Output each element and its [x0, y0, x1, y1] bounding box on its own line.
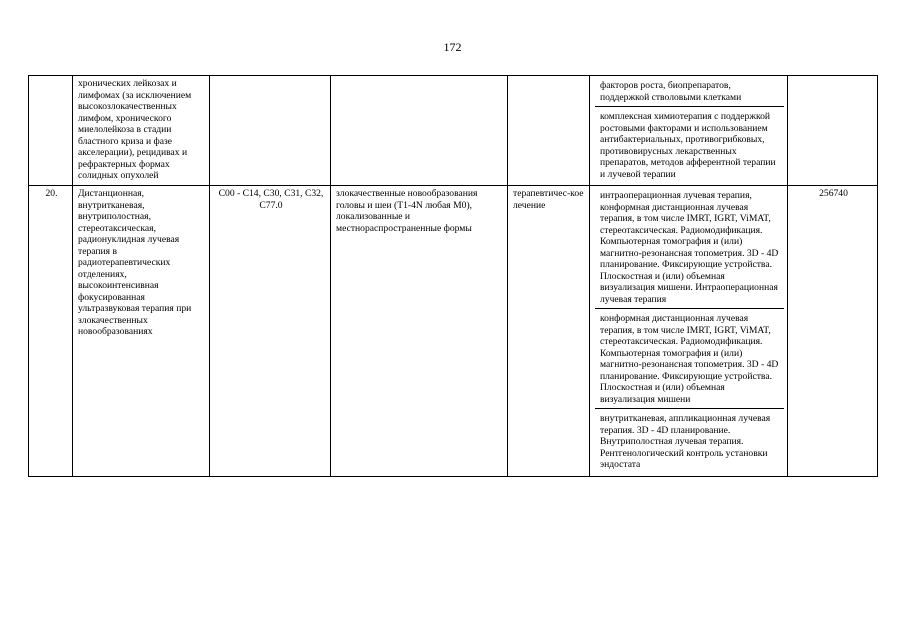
method-item: комплексная химиотерапия с поддержкой ростовыми факторами и использованием антибактериальных, противогрибковых, противовирусных лекарственных препаратов, методов афферентной терапии и лучевой терапии [595, 106, 784, 183]
cell-icd-codes: C00 - C14, C30, C31, C32, C77.0 [210, 186, 331, 477]
cell-cost [788, 76, 878, 186]
cell-number [29, 76, 73, 186]
cell-patient-model [331, 76, 508, 186]
cell-methods [590, 186, 788, 477]
method-item: конформная дистанционная лучевая терапия, в том числе IMRT, IGRT, ViMAT, стереотаксическая. Радиомодификация. Компьютерная томография и (или) магнитно-резонансная топометрия. 3D - 4D планирование. Фиксирующие устройства. Плоскостная и (или) объемная визуализация мишени [595, 308, 784, 408]
cell-treatment-type [508, 76, 590, 186]
cell-patient-model: злокачественные новообразования головы и шеи (T1-4N любая M0), локализованные и местнораспространенные формы [331, 186, 508, 477]
table-row-20 [29, 186, 878, 477]
method-item: интраоперационная лучевая терапия, конформная дистанционная лучевая терапия, в том числе IMRT, IGRT, ViMAT, стереотаксическая. Радиомодификация. Компьютерная томография и (или) магнитно-резонансная топометрия. 3D - 4D планирование. Фиксирующие устройства. Плоскостная и (или) объемная визуализация мишени. Интраоперационная лучевая терапия [600, 190, 779, 305]
method-item: факторов роста, биопрепаратов, поддержкой стволовыми клетками [600, 80, 742, 103]
cell-name: Дистанционная, внутритканевая, внутриполостная, стереотаксическая, радионуклидная лучевая терапия в радиотерапевтических отделениях, высокоинтенсивная фокусированная ультразвуковая терапия при злокачественных новообразованиях [73, 186, 210, 477]
cell-number: 20. [29, 186, 73, 477]
method-item: внутритканевая, аппликационная лучевая терапия. 3D - 4D планирование. Внутриполостная лучевая терапия. Рентгенологический контроль установки эндостата [595, 408, 784, 474]
cell-icd-codes [210, 76, 331, 186]
cell-methods [590, 76, 788, 186]
cell-name: хронических лейкозах и лимфомах (за исключением высокозлокачественных лимфом, хронического миелолейкоза в стадии бластного криза и фазе акселерации), рецидивах и рефрактерных формах солидных опухолей [73, 76, 210, 186]
table-row-continuation [29, 76, 878, 186]
page-number: 172 [443, 40, 462, 54]
cell-cost: 256740 [788, 186, 878, 477]
procedures-table [28, 75, 878, 477]
cell-treatment-type: терапевтичес-кое лечение [508, 186, 590, 477]
